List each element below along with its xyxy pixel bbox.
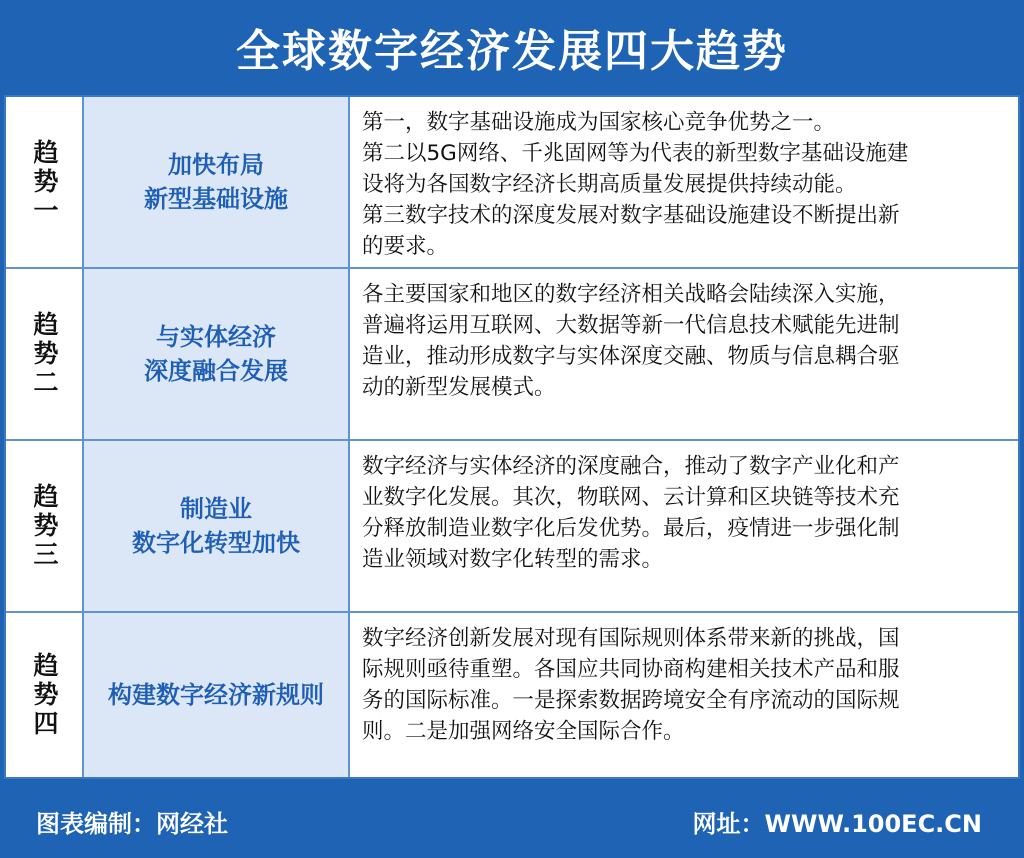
topic-cell [84,97,350,267]
description-cell [350,269,1018,439]
description-text: 数字经济与实体经济的深度融合，推动了数字产业化和产 业数字化发展。其次，物联网、云计算和区块链等技术充 分释放制造业数字化后发优势。最后，疫情进一步强化制 造业领域对数字化转型的需求。 [362,454,900,572]
topic-cell [84,613,350,777]
trend-row-4 [6,613,1018,777]
trend-label-cell [6,441,84,611]
trend-label: 趋势二 [30,310,59,398]
trend-label: 趋势一 [30,138,59,226]
description-cell [350,441,1018,611]
trend-label-cell [6,269,84,439]
footer [0,782,1024,858]
trend-label: 趋势四 [30,651,59,739]
description-cell [350,613,1018,777]
description-text: 数字经济创新发展对现有国际规则体系带来新的挑战，国 际规则亟待重塑。各国应共同协商构建相关技术产品和服 务的国际标准。一是探索数据跨境安全有序流动的国际规 则。二是加强网络安全国际合作。 [362,626,900,744]
trend-label: 趋势三 [30,482,59,570]
topic-text: 构建数字经济新规则 [108,681,324,709]
topic-cell [84,441,350,611]
description-text: 第一，数字基础设施成为国家核心竞争优势之一。 第二以5G网络、千兆固网等为代表的新型数字基础设施建 设将为各国数字经济长期高质量发展提供持续动能。 第三数字技术的深度发展对数字基础设施建设不断提出新 的要求。 [362,110,909,259]
topic-text: 加快布局 新型基础设施 [144,151,288,213]
topic-text: 制造业 数字化转型加快 [132,495,300,557]
description-cell [350,97,1018,267]
footer-url: 网址：WWW.100EC.CN [692,810,982,838]
trend-label-cell [6,613,84,777]
trends-table [4,95,1020,779]
topic-text: 与实体经济 深度融合发展 [144,323,288,385]
trend-row-2 [6,269,1018,441]
page-title: 全球数字经济发展四大趋势 [236,26,788,77]
description-text: 各主要国家和地区的数字经济相关战略会陆续深入实施， 普遍将运用互联网、大数据等新一代信息技术赋能先进制 造业，推动形成数字与实体深度交融、物质与信息耦合驱 动的新型发展模式。 [362,282,900,400]
footer-credit: 图表编制：网经社 [36,810,228,838]
trend-label-cell [6,97,84,267]
topic-cell [84,269,350,439]
trend-row-3 [6,441,1018,613]
trend-row-1 [6,97,1018,269]
